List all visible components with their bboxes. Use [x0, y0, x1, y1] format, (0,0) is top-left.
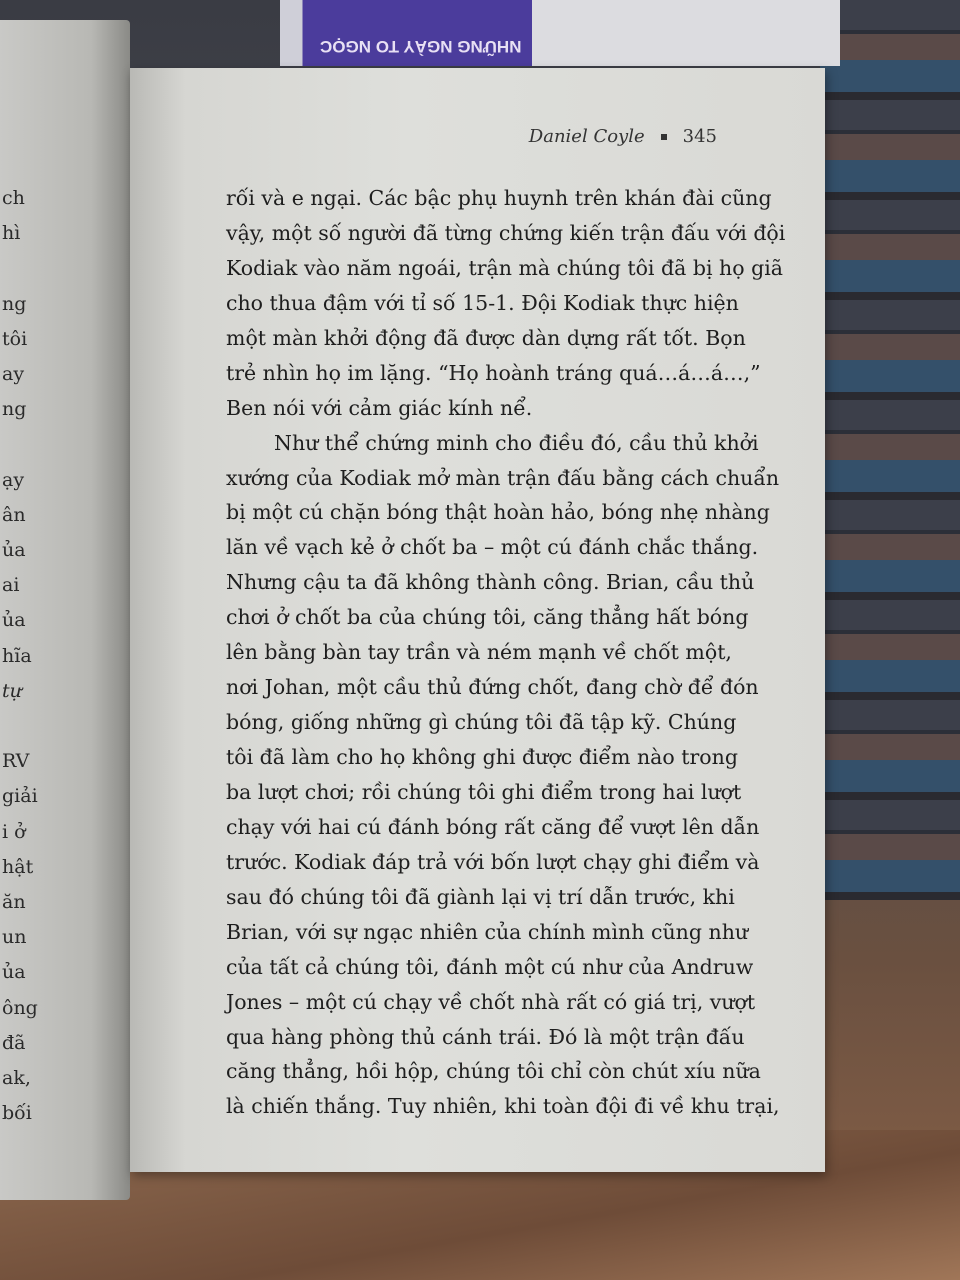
- left-page-fragment: giải: [2, 785, 38, 808]
- text-line: ba lượt chơi; rồi chúng tôi ghi điểm trong hai lượt: [226, 779, 742, 804]
- page-body: [226, 181, 786, 1124]
- text-line: nơi Johan, một cầu thủ đứng chốt, đang chờ để đón: [226, 675, 759, 700]
- left-page-fragment: ạy: [2, 468, 25, 491]
- text-line: bị một cú chặn bóng thật hoàn hảo, bóng nhẹ nhàng: [226, 500, 770, 525]
- left-page-fragment: ủa: [2, 961, 26, 984]
- left-page-fragment: RV: [2, 750, 30, 773]
- background-book-title: NHỮNG NGÀY TO NGỌC: [320, 37, 522, 56]
- left-page-fragment: ak,: [2, 1067, 31, 1089]
- right-page: [130, 68, 825, 1172]
- text-line: Nhưng cậu ta đã không thành công. Brian, cầu thủ: [226, 570, 755, 595]
- text-line: sau đó chúng tôi đã giành lại vị trí dẫn trước, khi: [226, 884, 735, 909]
- left-page-fragment: hật: [2, 855, 34, 878]
- text-line: lăn về vạch kẻ ở chốt ba – một cú đánh chắc thắng.: [226, 535, 759, 560]
- text-line: Brian, với sự ngạc nhiên của chính mình cũng như: [226, 919, 749, 944]
- text-line: là chiến thắng. Tuy nhiên, khi toàn đội đi về khu trại,: [226, 1094, 780, 1119]
- text-line: trước. Kodiak đáp trả với bốn lượt chạy ghi điểm và: [226, 849, 760, 874]
- left-page-fragment: ai: [2, 574, 20, 597]
- left-page-fragment: hĩa: [2, 644, 32, 667]
- left-page-fragment: tôi: [2, 327, 28, 350]
- text-line: một màn khởi động đã được dàn dựng rất tốt. Bọn: [226, 325, 746, 350]
- text-line: của tất cả chúng tôi, đánh một cú như của Andruw: [226, 954, 754, 979]
- text-line: lên bằng bàn tay trần và ném mạnh về chốt một,: [226, 640, 732, 665]
- text-line: Ben nói với cảm giác kính nể.: [226, 395, 533, 420]
- header-separator-icon: [661, 134, 667, 140]
- paragraph: [226, 181, 786, 426]
- text-line: chơi ở chốt ba của chúng tôi, căng thẳng hất bóng: [226, 605, 749, 630]
- left-page-fragment: i ở: [2, 820, 26, 843]
- left-page-fragment: un: [2, 926, 27, 949]
- text-line: trẻ nhìn họ im lặng. “Họ hoành tráng quá…á…á…,”: [226, 360, 761, 385]
- left-page-fragment: ng: [2, 292, 27, 315]
- text-line: vậy, một số người đã từng chứng kiến trận đấu với đội: [226, 220, 786, 245]
- left-page-fragment: bối: [2, 1102, 32, 1125]
- left-page-fragment: ân: [2, 503, 26, 526]
- text-line: Jones – một cú chạy về chốt nhà rất có giá trị, vượt: [226, 989, 756, 1014]
- page-number: 345: [682, 126, 717, 147]
- text-line: Kodiak vào năm ngoái, trận mà chúng tôi đã bị họ giã: [226, 255, 784, 280]
- left-page-fragment: ủa: [2, 609, 26, 632]
- text-line: xướng của Kodiak mở màn trận đấu bằng cách chuẩn: [226, 465, 780, 490]
- paragraph: [226, 426, 780, 1125]
- text-line: Như thể chứng minh cho điều đó, cầu thủ khởi: [274, 430, 759, 455]
- left-page-fragment: ủa: [2, 539, 26, 561]
- left-page-fragment: đã: [2, 1031, 26, 1054]
- left-page-fragment: ch: [2, 187, 25, 209]
- running-header: [529, 126, 717, 147]
- text-line: tôi đã làm cho họ không ghi được điểm nào trong: [226, 745, 738, 769]
- left-page-fragment: tự: [2, 679, 22, 702]
- background-bookshelf: [820, 0, 960, 900]
- left-page-fragment: ông: [2, 996, 38, 1019]
- text-line: qua hàng phòng thủ cánh trái. Đó là một trận đấu: [226, 1024, 745, 1049]
- left-page-fragment: ng: [2, 398, 27, 421]
- left-page: [0, 20, 130, 1200]
- header-author: Daniel Coyle: [528, 126, 645, 147]
- background-book-stack: [280, 0, 840, 66]
- text-line: căng thẳng, hồi hộp, chúng tôi chỉ còn chút xíu nữa: [226, 1059, 761, 1084]
- text-line: chạy với hai cú đánh bóng rất căng để vượt lên dẫn: [226, 814, 760, 839]
- left-page-fragment: ăn: [2, 891, 26, 913]
- text-line: rối và e ngại. Các bậc phụ huynh trên khán đài cũng: [226, 186, 772, 210]
- left-page-fragment: ay: [2, 363, 25, 385]
- text-line: cho thua đậm với tỉ số 15-1. Đội Kodiak thực hiện: [226, 290, 739, 315]
- text-line: bóng, giống những gì chúng tôi đã tập kỹ. Chúng: [226, 710, 737, 735]
- left-page-fragment: hì: [2, 222, 21, 245]
